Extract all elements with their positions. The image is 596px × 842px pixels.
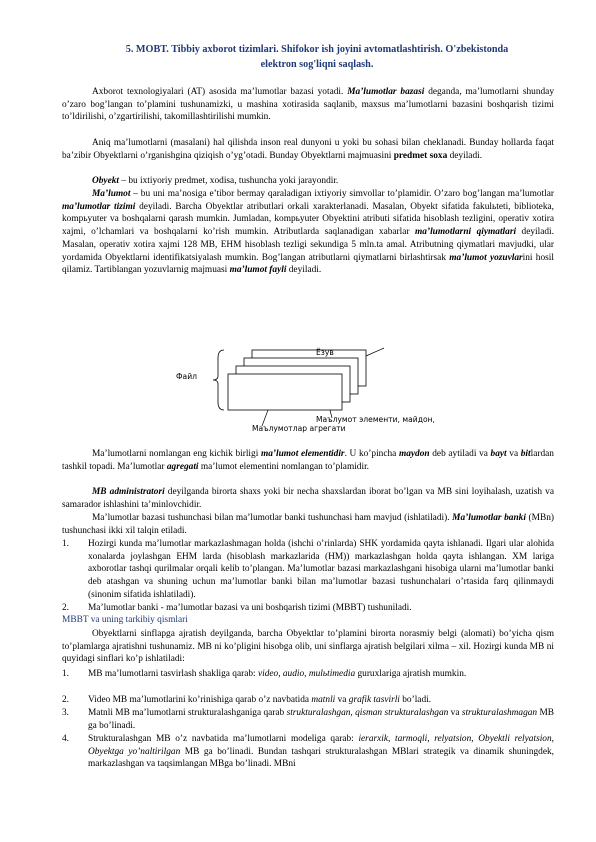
page-title xyxy=(80,42,554,72)
data-structure-diagram xyxy=(176,346,480,434)
list-item: 1. Hozirgi kunda ma’lumotlar markazlashmagan holda (ishchi o’rinlarda) SHK yordamida qayta ishlanadi. Ilgari ular alohida xonalarda joylashgan EHM larda (hisoblash markazlarida (HM)) markazlashgan holda qayta ishlangan. XM lariga axborotlar tashqi qurilmalar orqali kelib to’plangan. Ma’lumotlar bazasi markazlashgani hisobiga ularni ma’lumotlar banki deb atashgan va shuning uchun ma’lumotlar banki bilan ma’lumotlar bazasi tushunchalari o’rtasida farq qilinmaydi (sinonim sifatida ishlatiladi). xyxy=(62,539,554,600)
list-item: 4. Strukturalashgan MB o’z navbatida ma’lumotlarni modeliga qarab: ierarxik, tarmoqli, relyatsion, Obyektli relyatsion, Obyektga yo’naltirilgan MB ga bo’linadi. Bundan tashqari strukturalashgan MBlari strategik va dinamik shuningdek, markazlashgan va taqsimlangan MBga bo’linadi. MBni xyxy=(62,734,554,770)
list-item: 1. MB ma’lumotlarni tasvirlash shakliga qarab: video, audio, mulьtimedia guruxlariga ajratish mumkin. xyxy=(62,669,467,679)
paragraph-data: Ma’lumot – bu uni ma’nosiga e’tibor bermay qaraladigan ixtiyoriy simvollar to’plamidir. O’zaro bog’langan ma’lumotlar ma’lumotlar tizimi deyiladi. Barcha Obyektlar atributlari orkali xarakterlanadi. Masalan, Obyekt sifatida fakulьteti, biblioteka, kompьyuter va boshqalarni qarash mumkin. Jumladan, kompьyuter Obyektini atributi sifatida hisoblash tezligini, operativ xotira xajmi, o’lchamlari va boshqalarni ko’rish mumkin. Atributlarda saqlanadigan xabarlar ma’lumotlarni qiymatlari deyiladi. Masalan, operativ xotira xajmi 128 MB, EHM hisoblash tezligi sekundiga 5 mln.ta amal. Atributning qiymatlari mavjudki, ular yordamida Obyektlarni identifikatsiyalash mumkin. Bog’langan atributlarni qiymatlarni birlashtirsak ma’lumot yozuvlarini hosil qilamiz. Tartiblangan yozuvlarnig majmuasi ma’lumot fayli deyiladi. xyxy=(62,189,554,276)
section-heading: MBBT va uning tarkibiy qismlari xyxy=(62,615,188,625)
diagram-label-file: Файл xyxy=(176,372,197,381)
record-box-1 xyxy=(228,374,342,410)
paragraph-db-administrator: MB administratori deyilganda birorta shaxs yoki bir necha shaxslardan iborat bo’lgan va MB sini loyihalash, uzatish va samarador ishlashini ta’minlovchidir. xyxy=(62,487,554,510)
title-line-1: 5. MOBT. Tibbiy axborot tizimlari. Shifokor ish joyini avtomatlashtirish. O'zbekistonda xyxy=(125,44,509,55)
list-item: 2. Ma’lumotlar banki - ma’lumotlar bazasi va uni boshqarish tizimi (MBBT) tushuniladi. xyxy=(62,603,412,613)
list-item: 3. Matnli MB ma’lumotlarni strukturalashganiga qarab strukturalashgan, qisman strukturalashgan va strukturalashmagan MB ga bo’linadi. xyxy=(62,708,554,731)
paragraph-classification: Obyektlarni sinflapga ajratish deyilganda, barcha Obyektlar to’plamini birorta norasmiy belgi (alomati) bo’yicha qism to’plamlarga ajratishni tushunamiz. MB ni ko’pligini hisobga olib, uni sinflarga ajratish belgilari xilma – xil. Hozirgi kunda MB ni quyidagi sinflari ko’p ishlatiladi: xyxy=(62,629,554,665)
list-item: 2. Video MB ma’lumotlarini ko’rinishiga qarab o’z navbatida matnli va grafik tasvirli bo’ladi. xyxy=(62,695,432,705)
paragraph-data-element: Ma’lumotlarni nomlangan eng kichik birligi ma’lumot elementidir. U ko’pincha maydon deb aytiladi va bayt va bitlardan tashkil topadi. Ma’lumotlar agregati ma’lumot elementini nomlangan to’plamidir. xyxy=(62,449,554,472)
diagram-label-element: Маълумот элементи, майдон, xyxy=(316,415,435,424)
file-brace xyxy=(213,350,224,410)
paragraph-object: Obyekt – bu ixtiyoriy predmet, xodisa, tushuncha yoki jarayondir. xyxy=(92,176,339,186)
record-pointer-line xyxy=(366,348,384,356)
diagram-label-record: Ёзув xyxy=(316,348,334,357)
paragraph-db-definition: Axborot texnologiyalari (AT) asosida ma’lumotlar bazasi yotadi. Ma’lumotlar bazasi deganda, ma’lumotlarni shunday o’zaro bog’langan to’plamini tushunamizki, u mashina xotirasida saqlanib, maxsus ma’lumotlarni bazasini boshqarish tizimi to’ldirilishi, o’zgartirilishi, takomillashtirilishi mumkin. xyxy=(62,87,555,123)
paragraph-subject-area: Aniq ma’lumotlarni (masalani) hal qilishda inson real dunyoni u yoki bu sohasi bilan cheklanadi. Bunday hollarda faqat ba’zibir Obyektlarni o’rganishgina qiziqish o’yg’otadi. Bunday Obyektlarni majmuasini predmet soxa deyiladi. xyxy=(62,138,554,161)
diagram-label-aggregate: Маълумотлар агрегати xyxy=(252,424,346,433)
title-line-2: elektron sog'liqni saqlash. xyxy=(260,59,374,70)
paragraph-data-bank: Ma’lumotlar bazasi tushunchasi bilan ma’lumotlar banki tushunchasi ham mavjud (ishlatiladi). Ma’lumotlar banki (MBn) tushunchasi ikki xil talqin etiladi. xyxy=(62,513,554,536)
